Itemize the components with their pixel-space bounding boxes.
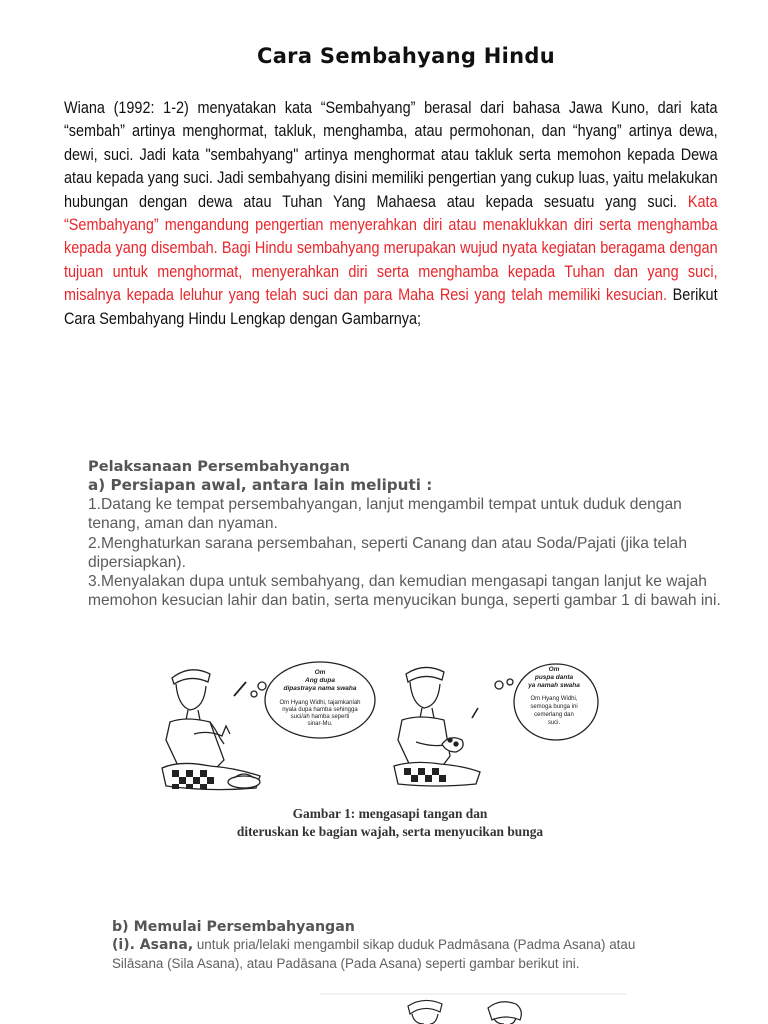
list-item: 3.Menyalakan dupa untuk sembahyang, dan kemudian mengasapi tangan lanjut ke wajah memohon kesucian lahir dan batin, serta menyucikan bunga, seperti gambar 1 di bawah ini. [88, 573, 721, 610]
section-start-prayer [112, 918, 682, 972]
intro-text-black: Wiana (1992: 1-2) menyatakan kata “Sembahyang” berasal dari bahasa Jawa Kuno, dari kata “sembah” artinya menghormat, takluk, menghamba, atau permohonan, dan “hyang” artinya dewa, dewi, suci. Jadi kata "sembahyang" artinya menghormat atau takluk serta memohon kepada Dewa atau kepada yang suci. Jadi sembahyang disini memiliki pengertian yang cukup luas, yaitu melakukan hubungan dengan dewa atau Tuhan Yang Mahaesa atau kepada sesuatu yang suci. [64, 98, 718, 211]
bubble2-text-line: cemerlang dan [534, 712, 574, 718]
man-with-flowers-right [394, 667, 480, 786]
list-item: 2.Menghaturkan sarana persembahan, seperti Canang dan atau Soda/Pajati (jika telah dipersiapkan). [88, 534, 688, 571]
figure-1-caption-line1: Gambar 1: mengasapi tangan dan [292, 806, 488, 821]
asana-paragraph [112, 936, 682, 972]
section-preparation [88, 457, 738, 611]
asana-text: untuk pria/lelaki mengambil sikap duduk Padmāsana (Padma Asana) atau Silāsana (Sila Asana), atau Padāsana (Pada Asana) seperti gambar berikut ini. [112, 937, 636, 971]
section-b-heading: b) Memulai Persembahyangan [112, 919, 355, 935]
bubble1-text-line: sinar-Mu. [307, 721, 333, 727]
page-title: Cara Sembahyang Hindu [257, 44, 555, 68]
figure-2-illustration [320, 990, 630, 1024]
bubble1-text-line: suci/ah hamba seperti [290, 714, 350, 720]
asana-label: (i). Asana, [112, 937, 194, 953]
figure-1-caption-line2: diteruskan ke bagian wajah, serta menyucikan bunga [236, 824, 544, 839]
bubble2-om: Om [548, 666, 560, 673]
section-subheading: a) Persiapan awal, antara lain meliputi : [88, 476, 433, 494]
bubble2-text-line: Om Hyang Widhi, [530, 696, 578, 702]
section-heading: Pelaksanaan Persembahyangan [88, 458, 350, 475]
bubble2-mantra-line2: ya namah swaha [528, 682, 580, 689]
bubble1-mantra-line2: dipastraya nama swaha [283, 685, 357, 692]
preparation-list [88, 495, 738, 611]
praying-man-left [162, 670, 260, 790]
bubble1-om: Om [314, 669, 326, 676]
bubble1-text-line: Om Hyang Widhi, tajamkanlah [279, 700, 361, 706]
list-item: 1.Datang ke tempat persembahyangan, lanjut mengambil tempat untuk duduk dengan tenang, aman dan nyaman. [88, 496, 682, 533]
intro-paragraph [64, 96, 718, 330]
bubble2-text-line: semoga bunga ini [530, 704, 578, 710]
bubble1-mantra-line1: Ang dupa [305, 677, 335, 684]
intro-text-closing: Berikut Cara Sembahyang Hindu Lengkap dengan Gambarnya; [64, 285, 718, 328]
bubble1-text-line: nyala dupa hamba sehingga [282, 707, 358, 713]
intro-text-red: Kata “Sembahyang” mengandung pengertian menyerahkan diri atau menaklukkan diri serta menghamba kepada yang disembah. Bagi Hindu sembahyang merupakan wujud nyata kegiatan beragama dengan tujuan untuk menghormat, menyerahkan diri serta menghamba kepada Tuhan dan yang suci, misalnya kepada leluhur yang telah suci dan para Maha Resi yang telah memiliki kesucian. [64, 191, 718, 305]
bubble2-text-line: suci. [547, 720, 561, 726]
bubble2-mantra-line1: puspa danta [534, 674, 574, 681]
